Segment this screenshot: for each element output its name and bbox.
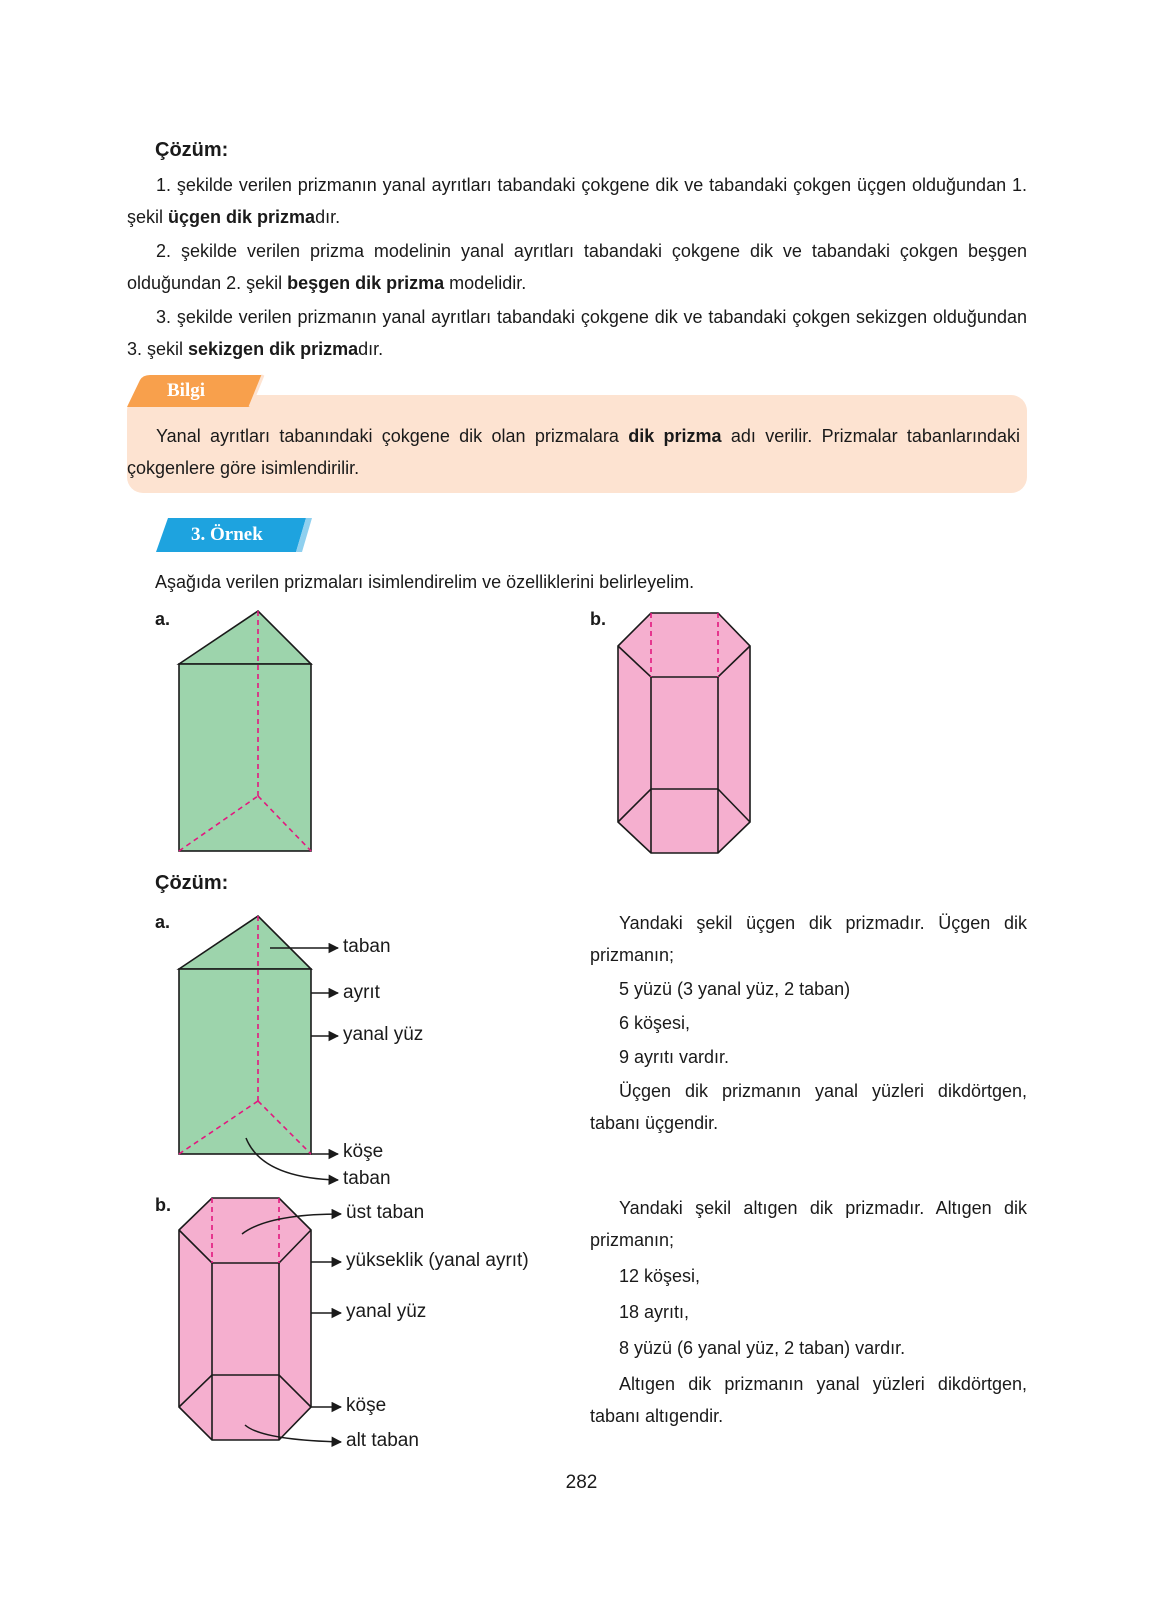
- label-alt-taban: alt taban: [346, 1430, 419, 1451]
- desc-a-item: 6 köşesi,: [619, 1013, 691, 1033]
- desc-b-intro: Yandaki şekil altıgen dik prizmadır. Altıgen dik prizmanın;: [590, 1198, 1027, 1250]
- solution-paragraph-2: 2. şekilde verilen prizma modelinin yanal ayrıtları tabandaki çokgene dik ve tabandaki çokgen beşgen olduğundan 2. şekil beşgen dik prizma modelidir.: [127, 241, 1027, 293]
- solution2-heading: Çözüm:: [155, 872, 229, 894]
- example-label-b: b.: [590, 609, 606, 629]
- desc-b-item: 18 ayrıtı,: [619, 1302, 690, 1322]
- example-prompt: Aşağıda verilen prizmaları isimlendirelim ve özelliklerini belirleyelim.: [155, 572, 695, 592]
- info-text: Yanal ayrıtları tabanındaki çokgene dik olan prizmalara dik prizma adı verilir. Prizmalar tabanlarındaki çokgenlere göre isimlendirilir.: [127, 426, 1020, 478]
- solution-paragraph-3: 3. şekilde verilen prizmanın yanal ayrıtları tabandaki çokgene dik ve tabandaki çokgen sekizgen olduğundan 3. şekil sekizgen dik prizmadır.: [127, 307, 1027, 359]
- desc-b-item: 8 yüzü (6 yanal yüz, 2 taban) vardır.: [619, 1338, 906, 1358]
- label-ayrit: ayrıt: [343, 982, 380, 1003]
- desc-a-intro: Yandaki şekil üçgen dik prizmadır. Üçgen dik prizmanın;: [590, 913, 1027, 965]
- desc-a-summary: Üçgen dik prizmanın yanal yüzleri dikdörtgen, tabanı üçgendir.: [590, 1081, 1027, 1133]
- hexagonal-prism-description: [590, 1192, 1027, 1432]
- desc-b-summary: Altıgen dik prizmanın yanal yüzleri dikdörtgen, tabanı altıgendir.: [590, 1374, 1027, 1426]
- label-yanal-yuz-b: yanal yüz: [346, 1301, 427, 1322]
- label-kose-b: köşe: [346, 1395, 387, 1416]
- desc-a-item: 5 yüzü (3 yanal yüz, 2 taban): [619, 979, 851, 999]
- page-number: 282: [565, 1472, 598, 1493]
- info-tab-label: Bilgi: [167, 380, 206, 401]
- solution-paragraph-1: 1. şekilde verilen prizmanın yanal ayrıtları tabandaki çokgene dik ve tabandaki çokgen üçgen olduğundan 1. şekil üçgen dik prizmadır.: [127, 175, 1027, 227]
- solution2-label-b: b.: [155, 1195, 171, 1215]
- label-kose: köşe: [343, 1141, 384, 1162]
- triangular-prism-description: [590, 907, 1027, 1139]
- label-ust-taban: üst taban: [346, 1202, 425, 1223]
- label-yukseklik: yükseklik (yanal ayrıt): [346, 1250, 529, 1271]
- solution2-label-a: a.: [155, 912, 171, 932]
- label-taban-bottom: taban: [343, 1168, 391, 1189]
- desc-b-item: 12 köşesi,: [619, 1266, 701, 1286]
- solution-heading: Çözüm:: [155, 139, 229, 161]
- example-label-a: a.: [155, 609, 171, 629]
- label-yanal-yuz: yanal yüz: [343, 1024, 424, 1045]
- label-taban-top: taban: [343, 936, 391, 957]
- example-tab-label: 3. Örnek: [191, 524, 263, 545]
- desc-a-item: 9 ayrıtı vardır.: [619, 1047, 730, 1067]
